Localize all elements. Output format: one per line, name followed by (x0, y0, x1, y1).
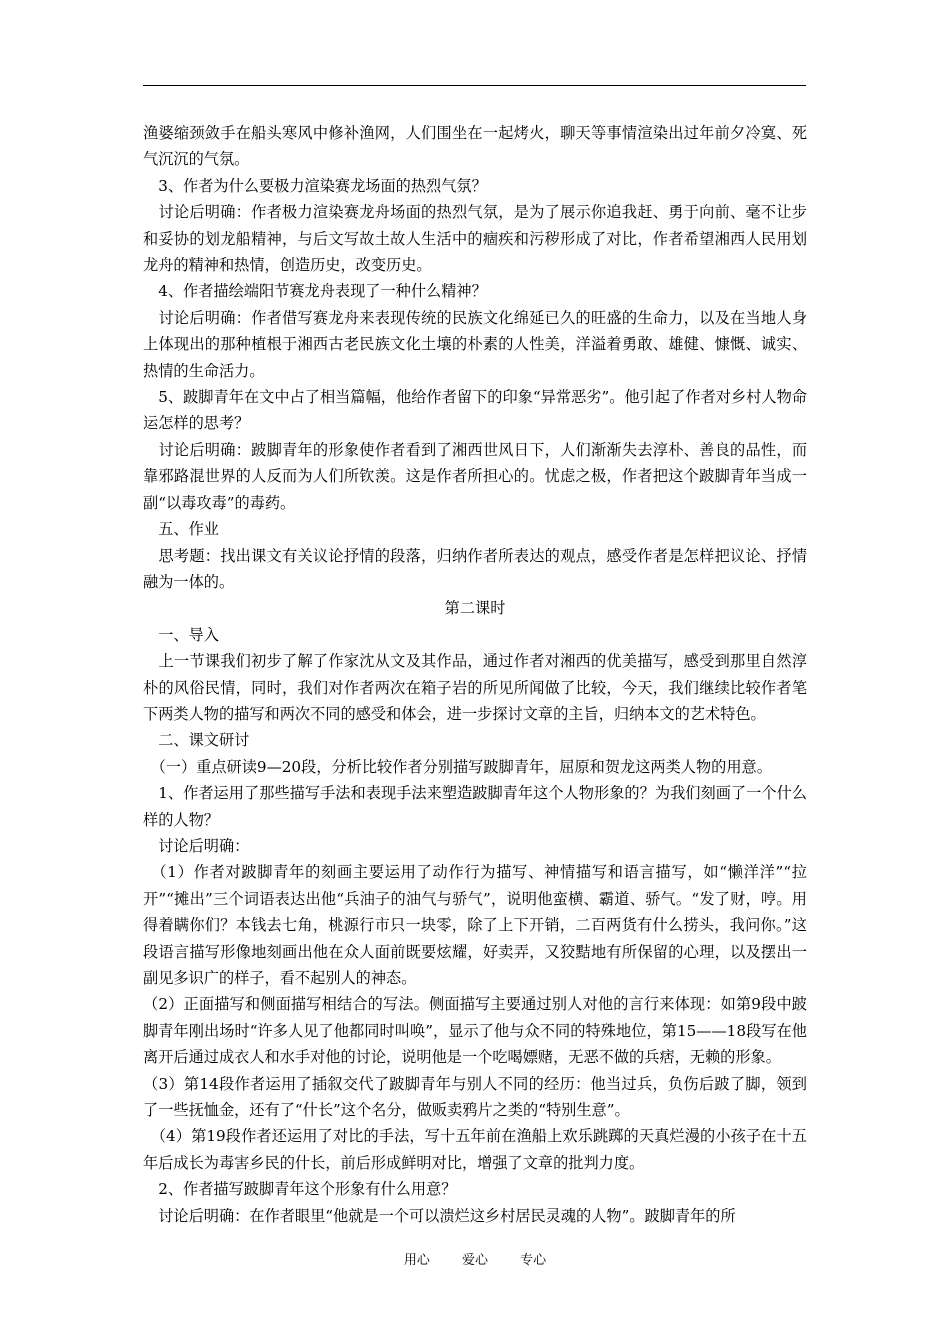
paragraph: 讨论后明确：在作者眼里“他就是一个可以溃烂这乡村居民灵魂的人物”。跛脚青年的所 (143, 1206, 736, 1225)
paragraph: 渔婆缩颈敛手在船头寒风中修补渔网，人们围坐在一起烤火，聊天等事情渲染出过年前夕冷寞、死气沉沉的气氛。 (143, 124, 807, 169)
paragraph: 5、跛脚青年在文中占了相当篇幅，他给作者留下的印象“异常恶劣”。他引起了作者对乡村人物命运怎样的思考？ (143, 388, 807, 433)
footer-word: 用心 (403, 1253, 430, 1268)
paragraph: （2）正面描写和侧面描写相结合的写法。侧面描写主要通过别人对他的言行来体现：如第9段中跛脚青年刚出场时“许多人见了他都同时叫唤”，显示了他与众不同的特殊地位，第15——18段写在他离开后通过成衣人和水手对他的讨论，说明他是一个吃喝嫖赌，无恶不做的兵痞，无赖的形象。 (143, 995, 807, 1067)
paragraph: 2、作者描写跛脚青年这个形象有什么用意？ (143, 1180, 457, 1199)
section-heading: 五、作业 (143, 520, 219, 539)
footer-word: 爱心 (461, 1253, 488, 1268)
section-heading: 一、导入 (143, 625, 219, 644)
paragraph: （3）第14段作者运用了插叙交代了跛脚青年与别人不同的经历：他当过兵，负伤后跛了脚，领到了一些抚恤金，还有了“什长”这个名分，做贩卖鸦片之类的“特别生意”。 (143, 1074, 807, 1120)
paragraph: （1）作者对跛脚青年的刻画主要运用了动作行为描写、神情描写和语言描写，如“懒洋洋”“拉开”“摊出”三个词语表达出他“兵油子的油气与骄气”，说明他蛮横、霸道、骄气。“发了财，哼。用得着瞒你们？本钱去七角，桃源行市只一块零，除了上下开销，二百两货有什么捞头，我问你。”这段语言描写形像地刻画出他在众人面前既要炫耀，好卖弄，又狡黠地有所保留的心理，以及摆出一副见多识广的样子，看不起别人的神态。 (143, 863, 807, 987)
header-rule (143, 85, 806, 86)
section-heading: 二、课文研讨 (143, 731, 250, 750)
paragraph: 思考题：找出课文有关议论抒情的段落，归纳作者所表达的观点，感受作者是怎样把议论、抒情融为一体的。 (143, 546, 807, 591)
footer-word: 专心 (520, 1253, 547, 1268)
paragraph: 4、作者描绘端阳节赛龙舟表现了一种什么精神？ (143, 282, 487, 301)
paragraph: 上一节课我们初步了解了作家沈从文及其作品，通过作者对湘西的优美描写，感受到那里自然淳朴的风俗民情，同时，我们对作者两次在箱子岩的所见所闻做了比较，今天，我们继续比较作者笔下两类人物的描写和两次不同的感受和体会，进一步探讨文章的主旨，归纳本文的艺术特色。 (143, 652, 807, 723)
page-footer (0, 1249, 950, 1268)
paragraph: 1、作者运用了那些描写手法和表现手法来塑造跛脚青年这个人物形象的？为我们刻画了一个什么样的人物？ (143, 784, 807, 829)
paragraph: （一）重点研读9—20段，分析比较作者分别描写跛脚青年，屈原和贺龙这两类人物的用意。 (143, 757, 772, 776)
paragraph: 讨论后明确：作者借写赛龙舟来表现传统的民族文化绵延已久的旺盛的生命力，以及在当地人身上体现出的那种植根于湘西古老民族文化土壤的朴素的人性美，洋溢着勇敢、雄健、慷慨、诚实、热情的生命活力。 (143, 308, 807, 380)
paragraph: （4）第19段作者还运用了对比的手法，写十五年前在渔船上欢乐跳踯的天真烂漫的小孩子在十五年后成长为毒害乡民的什长，前后形成鲜明对比，增强了文章的批判力度。 (143, 1127, 807, 1172)
document-body (143, 120, 807, 1229)
paragraph: 3、作者为什么要极力渲染赛龙场面的热烈气氛？ (143, 176, 487, 195)
lesson-title: 第二课时 (444, 599, 506, 618)
paragraph: 讨论后明确：作者极力渲染赛龙舟场面的热烈气氛，是为了展示你追我赶、勇于向前、毫不让步和妥协的划龙船精神，与后文写故土故人生活中的痼疾和污秽形成了对比，作者希望湘西人民用划龙舟的精神和热情，创造历史，改变历史。 (143, 203, 807, 275)
paragraph: 讨论后明确：跛脚青年的形象使作者看到了湘西世风日下，人们渐渐失去淳朴、善良的品性，而靠邪路混世界的人反而为人们所钦羡。这是作者所担心的。忧虑之极，作者把这个跛脚青年当成一副“以毒攻毒”的毒药。 (143, 440, 807, 512)
paragraph: 讨论后明确： (143, 836, 250, 855)
